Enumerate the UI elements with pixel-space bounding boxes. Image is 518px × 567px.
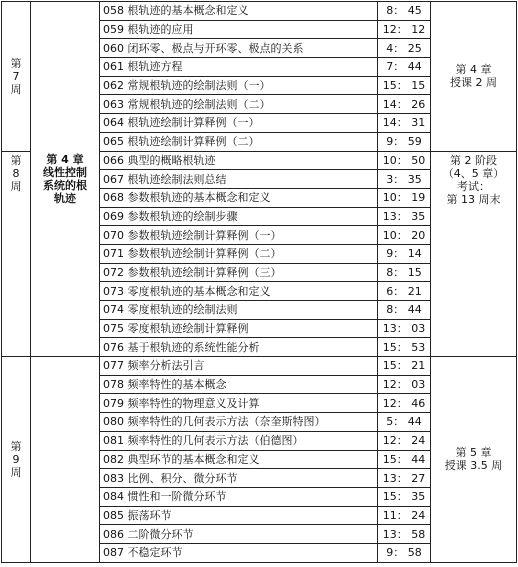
duration-cell: 8： 15 (378, 263, 431, 282)
topic-cell: 083 比例、积分、微分环节 (100, 469, 378, 488)
note-line: 第 4 章 (455, 63, 492, 77)
duration-cell: 7： 44 (378, 58, 431, 77)
table-row (2, 357, 517, 376)
duration-cell: 9： 58 (378, 543, 431, 562)
duration-cell: 13： 35 (378, 207, 431, 226)
chapter-title-line: 线性控制 (43, 166, 87, 180)
note-line: （4、5 章） (442, 166, 505, 180)
topic-cell: 068 参数根轨迹的基本概念和定义 (100, 188, 378, 207)
note-line: 第 2 阶段 (450, 153, 497, 167)
topic-cell: 077 频率分析法引言 (100, 357, 378, 376)
duration-cell: 13： 27 (378, 469, 431, 488)
duration-cell: 15： 53 (378, 338, 431, 357)
table-row (2, 2, 517, 21)
duration-cell: 5： 44 (378, 413, 431, 432)
topic-cell: 069 参数根轨迹的绘制步骤 (100, 207, 378, 226)
note-cell (431, 151, 517, 357)
note-cell (431, 357, 517, 563)
duration-cell: 14： 26 (378, 95, 431, 114)
duration-cell: 15： 15 (378, 76, 431, 95)
note-line: 考试： (457, 179, 490, 193)
duration-cell: 13： 58 (378, 525, 431, 544)
note-line: 第 5 章 (455, 446, 492, 460)
topic-cell: 066 典型的概略根轨迹 (100, 151, 378, 170)
topic-cell: 073 零度根轨迹的基本概念和定义 (100, 282, 378, 301)
topic-cell: 084 惯性和一阶微分环节 (100, 487, 378, 506)
week-label-line: 第 (10, 439, 22, 453)
duration-cell: 8： 45 (378, 2, 431, 21)
week-cell (2, 357, 31, 563)
topic-cell: 079 频率特性的物理意义及计算 (100, 394, 378, 413)
duration-cell: 12： 03 (378, 375, 431, 394)
week-number: 7 (12, 69, 20, 83)
duration-cell: 3： 35 (378, 170, 431, 189)
week-label-line: 周 (10, 179, 22, 193)
topic-cell: 078 频率特性的基本概念 (100, 375, 378, 394)
topic-cell: 075 零度根轨迹绘制计算释例 (100, 319, 378, 338)
topic-cell: 062 常规根轨迹的绘制法则（一） (100, 76, 378, 95)
topic-cell: 064 根轨迹绘制计算释例（一） (100, 114, 378, 133)
topic-cell: 063 常规根轨迹的绘制法则（二） (100, 95, 378, 114)
topic-cell: 071 参数根轨迹绘制计算释例（二） (100, 244, 378, 263)
chapter-cell (31, 2, 100, 357)
topic-cell: 086 二阶微分环节 (100, 525, 378, 544)
topic-cell: 087 不稳定环节 (100, 543, 378, 562)
duration-cell: 4： 25 (378, 39, 431, 58)
topic-cell: 060 闭环零、极点与开环零、极点的关系 (100, 39, 378, 58)
duration-cell: 15： 21 (378, 357, 431, 376)
topic-cell: 072 参数根轨迹绘制计算释例（三） (100, 263, 378, 282)
topic-cell: 074 零度根轨迹的绘制法则 (100, 301, 378, 320)
topic-cell: 059 根轨迹的应用 (100, 20, 378, 39)
duration-cell: 10： 20 (378, 226, 431, 245)
schedule-table (1, 1, 517, 563)
duration-cell: 9： 59 (378, 132, 431, 151)
duration-cell: 10： 50 (378, 151, 431, 170)
week-label-line: 周 (10, 82, 22, 96)
week-label-line: 第 (10, 56, 22, 70)
topic-cell: 065 根轨迹绘制计算释例（二） (100, 132, 378, 151)
duration-cell: 6： 21 (378, 282, 431, 301)
duration-cell: 13： 03 (378, 319, 431, 338)
topic-cell: 058 根轨迹的基本概念和定义 (100, 2, 378, 21)
note-cell (431, 2, 517, 152)
topic-cell: 070 参数根轨迹绘制计算释例（一） (100, 226, 378, 245)
chapter-title-line: 轨迹 (54, 192, 76, 206)
chapter-cell-empty (31, 357, 100, 563)
chapter-title-line: 第 4 章 (46, 153, 84, 167)
week-cell (2, 2, 31, 152)
topic-cell: 061 根轨迹方程 (100, 58, 378, 77)
topic-cell: 067 根轨迹绘制法则总结 (100, 170, 378, 189)
duration-cell: 9： 14 (378, 244, 431, 263)
week-label-line: 周 (10, 465, 22, 479)
topic-cell: 085 振荡环节 (100, 506, 378, 525)
schedule-body (2, 2, 517, 563)
note-line: 授课 3.5 周 (444, 459, 503, 473)
topic-cell: 076 基于根轨迹的系统性能分析 (100, 338, 378, 357)
topic-cell: 081 频率特性的几何表示方法（伯德图） (100, 431, 378, 450)
week-label-line: 第 (10, 153, 22, 167)
duration-cell: 12： 12 (378, 20, 431, 39)
duration-cell: 15： 44 (378, 450, 431, 469)
week-number: 9 (12, 452, 20, 466)
duration-cell: 12： 24 (378, 431, 431, 450)
duration-cell: 15： 35 (378, 487, 431, 506)
duration-cell: 12： 46 (378, 394, 431, 413)
chapter-title-line: 系统的根 (43, 179, 87, 193)
duration-cell: 14： 31 (378, 114, 431, 133)
topic-cell: 082 典型环节的基本概念和定义 (100, 450, 378, 469)
duration-cell: 10： 19 (378, 188, 431, 207)
duration-cell: 11： 24 (378, 506, 431, 525)
week-number: 8 (12, 166, 20, 180)
topic-cell: 080 频率特性的几何表示方法（奈奎斯特图） (100, 413, 378, 432)
week-cell (2, 151, 31, 357)
note-line: 授课 2 周 (450, 76, 497, 90)
duration-cell: 8： 44 (378, 301, 431, 320)
note-line: 第 13 周末 (446, 192, 501, 206)
